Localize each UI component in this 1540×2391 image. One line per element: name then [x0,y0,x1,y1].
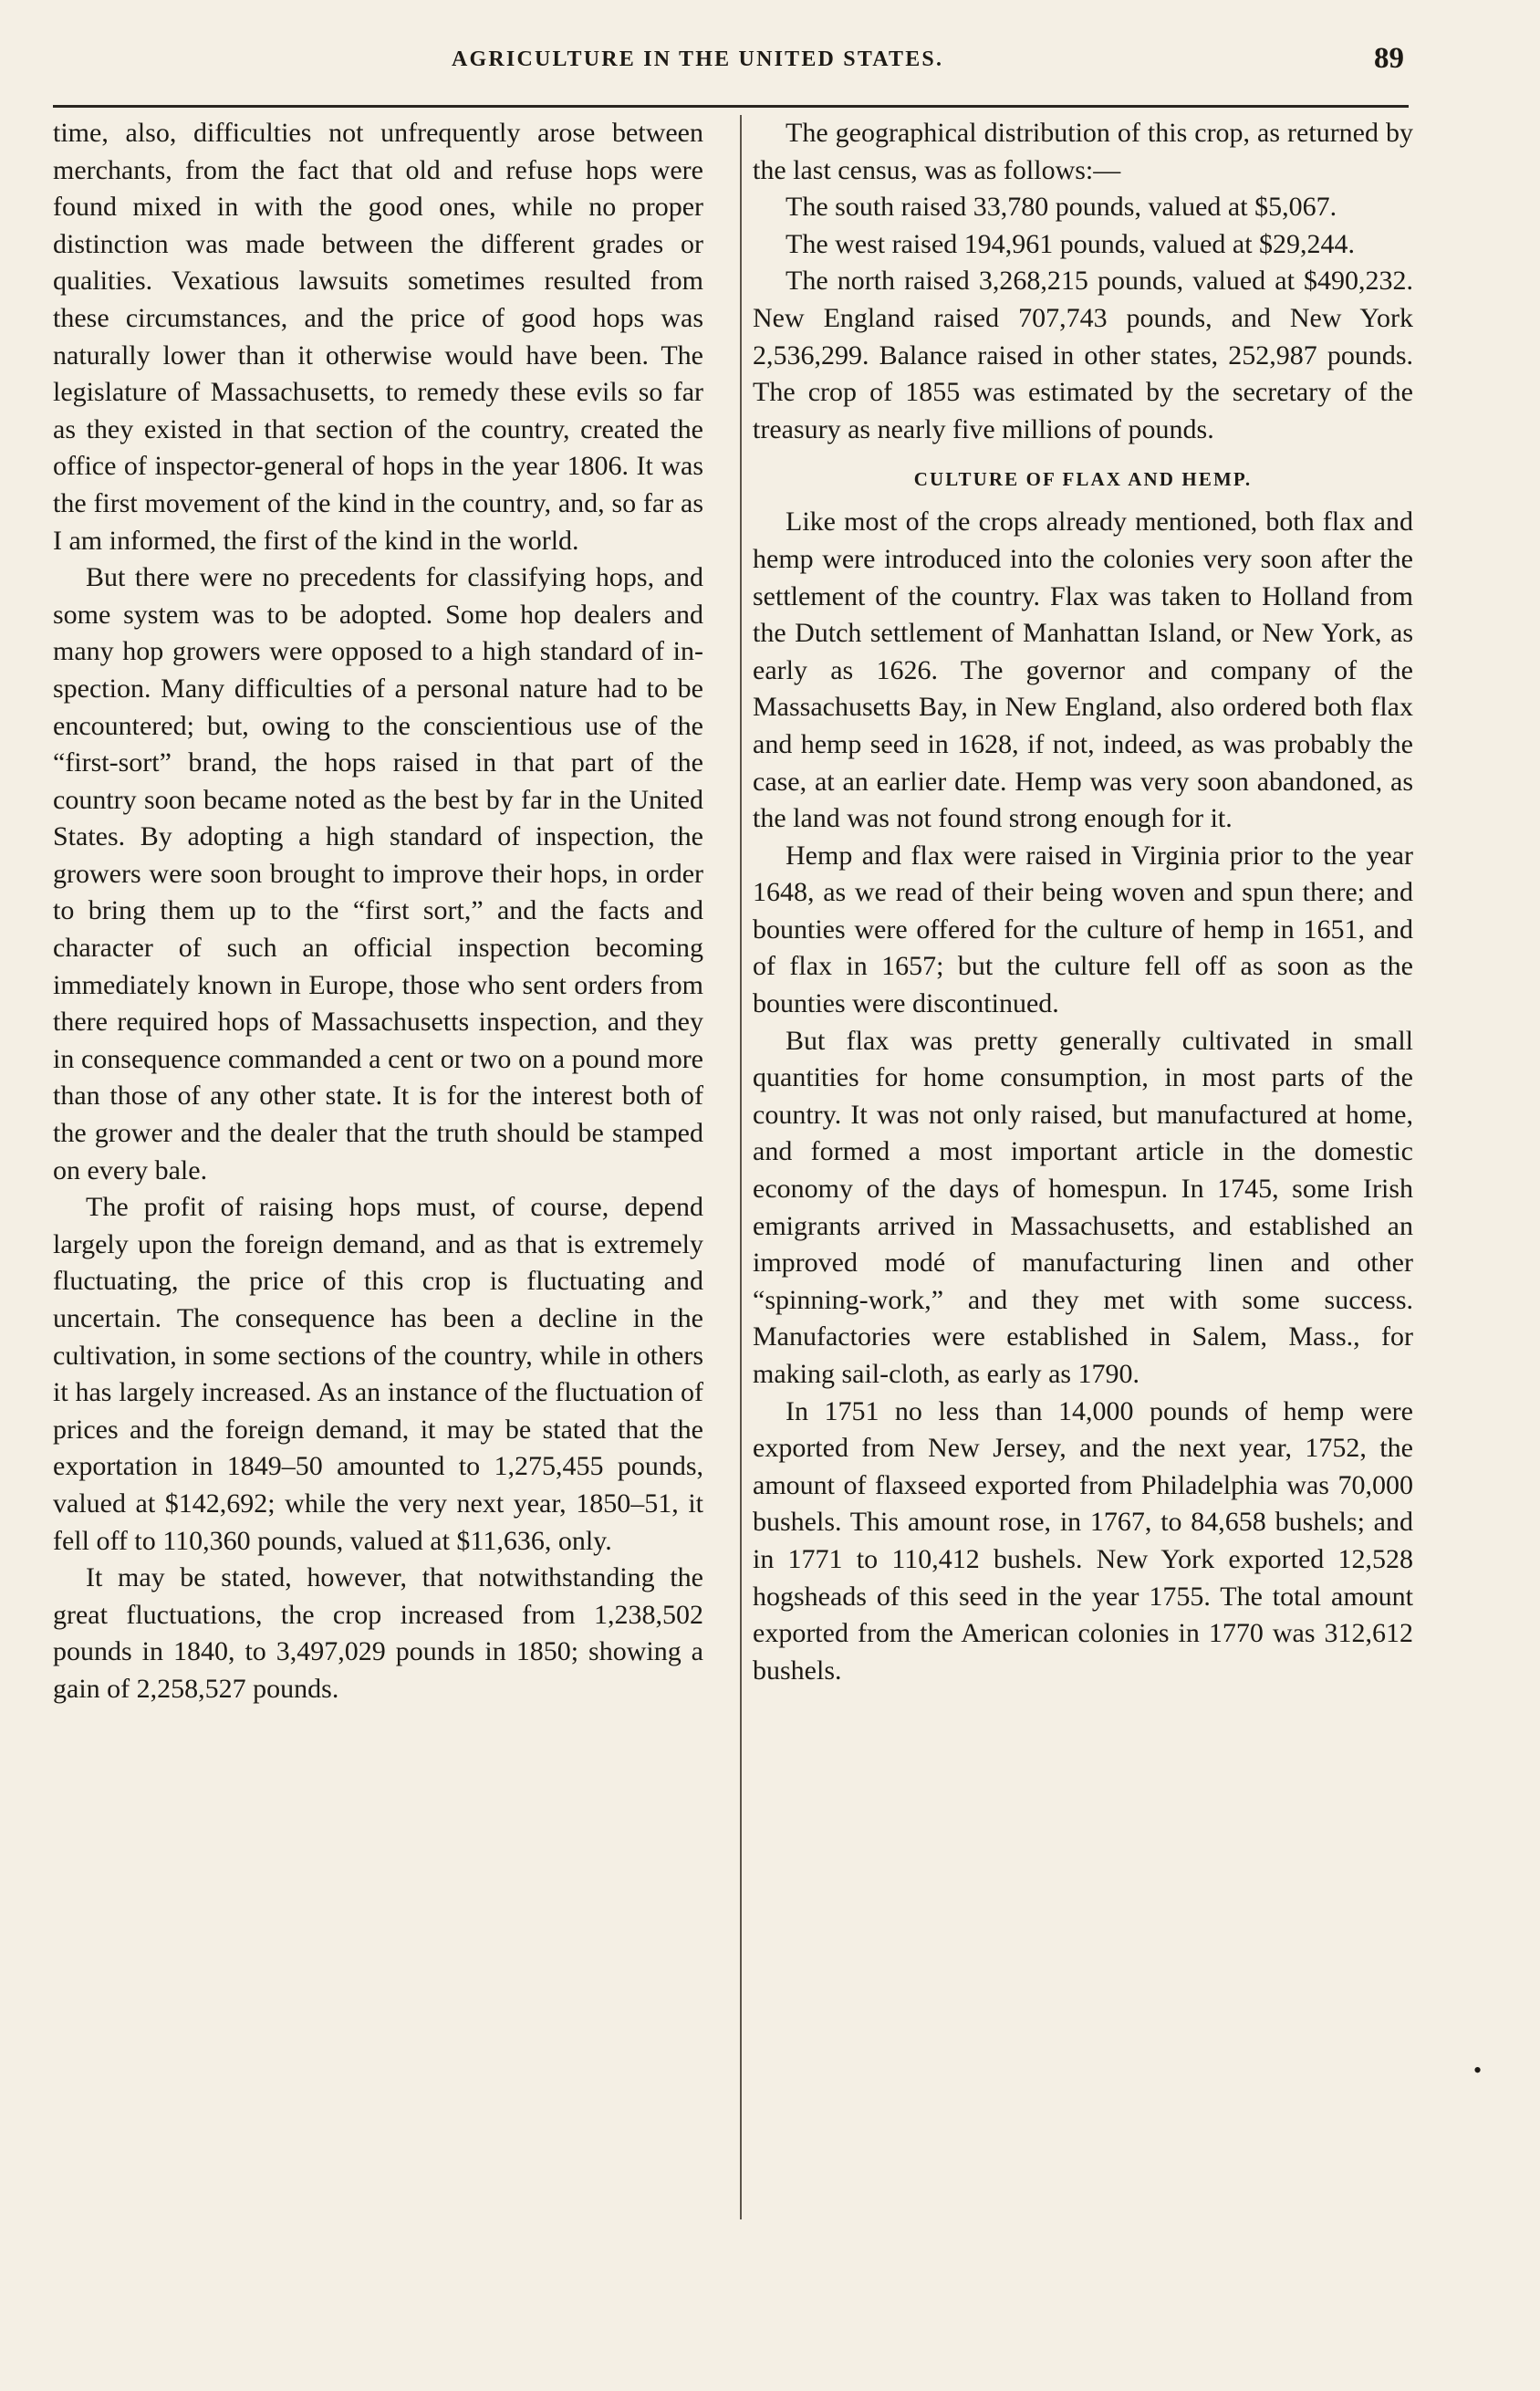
page-header [0,42,1540,84]
right-section-paragraph-3: But flax was pretty generally cultivated in small quantities for home consumption, in most parts of the country. It was not only raised, but manufactured at home, and formed a most important article in the domestic economy of the days of homespun. In 1745, some Irish emigrants arrived in Massachusetts, and established an improved modé of manufacturing linen and other “spinning-work,” and they met with some success. Manufactories were established in Salem, Mass., for making sail-cloth, as early as 1790. [753,1025,1413,1389]
left-paragraph-4: It may be stated, however, that notwithstanding the great fluctuations, the crop increased from 1,238,502 pounds in 1840, to 3,497,029 pounds in 1850; showing a gain of 2,258,527 pounds. [53,1562,703,1704]
right-intro-paragraph-3: The west raised 194,961 pounds, valued at $29,244. [786,228,1356,259]
right-column [753,115,1413,1689]
left-column [53,115,703,1708]
right-section-paragraph-4: In 1751 no less than 14,000 pounds of hemp were exported from New Jersey, and the next year, 1752, the amount of flaxseed exported from Philadelphia was 70,000 bushels. This amount rose, in 1767, to 84,658 bushels; and in 1771 to 110,412 bushels. New York exported 12,528 hogsheads of this seed in the year 1755. The total amount exported from the American colonies in 1770 was 312,612 bushels. [753,1395,1413,1686]
right-intro-paragraph-4: The north raised 3,268,215 pounds, valued at $490,232. New England raised 707,743 pounds, and New York 2,536,299. Balance raised in other states, 252,987 pounds. The crop of 1855 was estimated by the secretary of the treasury as nearly five millions of pounds. [753,266,1413,444]
right-section-paragraph-2: Hemp and flax were raised in Virginia prior to the year 1648, as we read of their being woven and spun there; and bounties were offered for the culture of hemp in 1651, and of flax in 1657; but the culture fell off as soon as the bounties were discontinued. [753,840,1413,1019]
right-section-paragraph-1: Like most of the crops already mentioned, both flax and hemp were introduced into the colonies very soon after the settlement of the country. Flax was taken to Holland from the Dutch settlement of Manhattan Island, or New York, as early as 1626. The governor and company of the Massachusetts Bay, in New England, also ordered both flax and hemp seed in 1628, if not, indeed, as was probably the case, at an earlier date. Hemp was very soon abandoned, as the land was not found strong enough for it. [753,506,1413,834]
right-intro-paragraph-1: The geographical distribution of this crop, as returned by the last census, was as follows:— [753,118,1413,185]
section-heading: CULTURE OF FLAX AND HEMP. [913,468,1253,491]
right-intro-paragraph-2: The south raised 33,780 pounds, valued at $5,067. [786,192,1337,223]
margin-mark: • [1473,2057,1483,2083]
running-title: AGRICULTURE IN THE UNITED STATES. [452,47,944,71]
column-divider [740,115,742,2219]
page-number: 89 [1374,42,1404,75]
left-paragraph-3: The profit of raising hops must, of course, depend largely upon the foreign demand, and as that is extremely fluctuating, the price of this crop is fluctuating and uncertain. The consequence has been a decline in the cultivation, in some sections of the country, while in others it has largely increased. As an instance of the fluctuation of prices and the foreign demand, it may be stated that the exportation in 1849–50 amounted to 1,275,455 pounds, valued at $142,692; while the very next year, 1850–51, it fell off to 110,360 pounds, valued at $11,636, only. [53,1192,703,1556]
header-rule [53,105,1409,108]
left-paragraph-2: But there were no precedents for classifying hops, and some system was to be adopted. Some hop dealers and many hop growers were opposed to a high standard of inspection. Many difficulties of a personal nature had to be encountered; but, owing to the conscientious use of the “first-sort” brand, the hops raised in that part of the country soon became noted as the best by far in the United States. By adopting a high standard of inspection, the growers were soon brought to improve their hops, in order to bring them up to the “first sort,” and the facts and character of such an official inspection becoming immediately known in Europe, those who sent orders from there required hops of Massachusetts inspection, and they in consequence commanded a cent or two on a pound more than those of any other state. It is for the interest both of the grower and the dealer that the truth should be stamped on every bale. [53,562,703,1185]
left-paragraph-1: time, also, difficulties not unfrequently arose between merchants, from the fact that old and refuse hops were found mixed in with the good ones, while no proper distinction was made between the different grades or qualities. Vexatious lawsuits sometimes resulted from these circumstances, and the price of good hops was naturally lower than it otherwise would have been. The legislature of Massachusetts, to remedy these evils so far as they existed in that section of the country, created the office of inspector-general of hops in the year 1806. It was the first movement of the kind in the country, and, so far as I am informed, the first of the kind in the world. [53,118,703,556]
